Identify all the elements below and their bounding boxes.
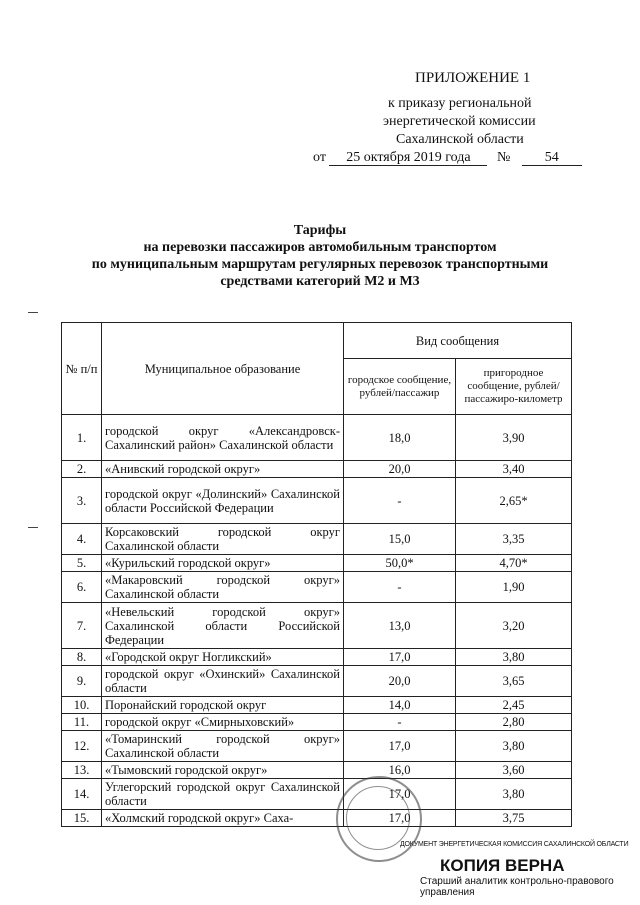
col-header-group: Вид сообщения bbox=[344, 323, 572, 359]
suburb-tariff: 3,20 bbox=[456, 603, 572, 649]
city-tariff: 18,0 bbox=[344, 415, 456, 461]
table-row bbox=[62, 697, 572, 714]
municipality-name: «Городской округ Ногликский» bbox=[102, 649, 344, 666]
row-number: 6. bbox=[62, 572, 102, 603]
row-number: 12. bbox=[62, 731, 102, 762]
municipality-name: Поронайский городской округ bbox=[102, 697, 344, 714]
doc-title: Тарифы bbox=[293, 223, 347, 238]
tariff-table bbox=[61, 322, 572, 827]
row-number: 9. bbox=[62, 666, 102, 697]
city-tariff: - bbox=[344, 572, 456, 603]
city-tariff: - bbox=[344, 714, 456, 731]
city-tariff: 13,0 bbox=[344, 603, 456, 649]
row-number: 8. bbox=[62, 649, 102, 666]
table-row bbox=[62, 731, 572, 762]
table-row bbox=[62, 810, 572, 827]
suburb-tariff: 2,45 bbox=[456, 697, 572, 714]
commission-line: энергетической комиссии bbox=[383, 114, 536, 129]
suburb-tariff: 3,40 bbox=[456, 461, 572, 478]
suburb-tariff: 2,80 bbox=[456, 714, 572, 731]
table-row bbox=[62, 478, 572, 524]
municipality-name: «Макаровский городской округ» Сахалинской области bbox=[102, 572, 344, 603]
row-number: 7. bbox=[62, 603, 102, 649]
city-tariff: 17,0 bbox=[344, 649, 456, 666]
table-row bbox=[62, 461, 572, 478]
suburb-tariff: 3,80 bbox=[456, 731, 572, 762]
row-number: 13. bbox=[62, 762, 102, 779]
table-row bbox=[62, 714, 572, 731]
municipality-name: «Томаринский городской округ» Сахалинской области bbox=[102, 731, 344, 762]
row-number: 4. bbox=[62, 524, 102, 555]
stamp-copy-text: КОПИЯ ВЕРНА bbox=[440, 856, 565, 875]
col-header-municipality: Муниципальное образование bbox=[102, 323, 344, 415]
suburb-tariff: 3,90 bbox=[456, 415, 572, 461]
row-number: 10. bbox=[62, 697, 102, 714]
table-row bbox=[62, 555, 572, 572]
city-tariff: - bbox=[344, 478, 456, 524]
col-header-suburb: пригородное сообщение, рублей/ пассажиро-километр bbox=[456, 359, 572, 415]
city-tariff: 50,0* bbox=[344, 555, 456, 572]
municipality-name: городской округ «Александровск-Сахалинский район» Сахалинской области bbox=[102, 415, 344, 461]
suburb-tariff: 2,65* bbox=[456, 478, 572, 524]
row-number: 11. bbox=[62, 714, 102, 731]
table-row bbox=[62, 415, 572, 461]
municipality-name: «Холмский городской округ» Саха- bbox=[102, 810, 344, 827]
municipality-name: «Невельский городской округ» Сахалинской области Российской Федерации bbox=[102, 603, 344, 649]
table-row bbox=[62, 649, 572, 666]
suburb-tariff: 4,70* bbox=[456, 555, 572, 572]
seal-stamp bbox=[336, 776, 422, 862]
table-row bbox=[62, 524, 572, 555]
municipality-name: «Курильский городской округ» bbox=[102, 555, 344, 572]
stamp-position: Старший аналитик контрольно-правового управления bbox=[420, 876, 614, 898]
region-line: Сахалинской области bbox=[396, 132, 524, 147]
suburb-tariff: 3,75 bbox=[456, 810, 572, 827]
margin-mark bbox=[28, 527, 38, 528]
doc-title-line4: средствами категорий М2 и М3 bbox=[220, 274, 420, 289]
margin-mark bbox=[28, 312, 38, 313]
row-number: 15. bbox=[62, 810, 102, 827]
table-row bbox=[62, 603, 572, 649]
table-row bbox=[62, 666, 572, 697]
row-number: 5. bbox=[62, 555, 102, 572]
appendix-title: ПРИЛОЖЕНИЕ 1 bbox=[415, 70, 531, 86]
to-order-line: к приказу региональной bbox=[388, 96, 532, 111]
municipality-name: «Анивский городской округ» bbox=[102, 461, 344, 478]
suburb-tariff: 1,90 bbox=[456, 572, 572, 603]
doc-title-line3: по муниципальным маршрутам регулярных перевозок транспортными bbox=[91, 257, 549, 272]
table-row bbox=[62, 779, 572, 810]
doc-title-line2: на перевозки пассажиров автомобильным транспортом bbox=[143, 240, 497, 255]
suburb-tariff: 3,80 bbox=[456, 649, 572, 666]
date-prefix: от bbox=[313, 150, 326, 165]
suburb-tariff: 3,60 bbox=[456, 762, 572, 779]
suburb-tariff: 3,35 bbox=[456, 524, 572, 555]
table-row bbox=[62, 762, 572, 779]
row-number: 2. bbox=[62, 461, 102, 478]
order-date-line bbox=[313, 150, 582, 166]
table-row bbox=[62, 572, 572, 603]
city-tariff: 14,0 bbox=[344, 697, 456, 714]
stamp-doc-line: ДОКУМЕНТ ЭНЕРГЕТИЧЕСКАЯ КОМИССИЯ САХАЛИНСКОЙ ОБЛАСТИ bbox=[400, 841, 629, 848]
row-number: 14. bbox=[62, 779, 102, 810]
number-sign: № bbox=[496, 150, 511, 165]
col-header-city: городское сообщение, рублей/пассажир bbox=[344, 359, 456, 415]
municipality-name: городской округ «Смирныховский» bbox=[102, 714, 344, 731]
city-tariff: 15,0 bbox=[344, 524, 456, 555]
municipality-name: городской округ «Охинский» Сахалинской области bbox=[102, 666, 344, 697]
municipality-name: Корсаковский городской округ Сахалинской области bbox=[102, 524, 344, 555]
row-number: 3. bbox=[62, 478, 102, 524]
row-number: 1. bbox=[62, 415, 102, 461]
municipality-name: Углегорский городской округ Сахалинской области bbox=[102, 779, 344, 810]
city-tariff: 20,0 bbox=[344, 461, 456, 478]
suburb-tariff: 3,80 bbox=[456, 779, 572, 810]
city-tariff: 17,0 bbox=[344, 779, 456, 810]
col-header-number: № п/п bbox=[62, 323, 102, 415]
order-date: 25 октября 2019 года bbox=[329, 151, 487, 166]
city-tariff: 17,0 bbox=[344, 731, 456, 762]
city-tariff: 16,0 bbox=[344, 762, 456, 779]
suburb-tariff: 3,65 bbox=[456, 666, 572, 697]
order-number: 54 bbox=[522, 151, 582, 166]
city-tariff: 17,0 bbox=[344, 810, 456, 827]
city-tariff: 20,0 bbox=[344, 666, 456, 697]
municipality-name: городской округ «Долинский» Сахалинской области Российской Федерации bbox=[102, 478, 344, 524]
municipality-name: «Тымовский городской округ» bbox=[102, 762, 344, 779]
